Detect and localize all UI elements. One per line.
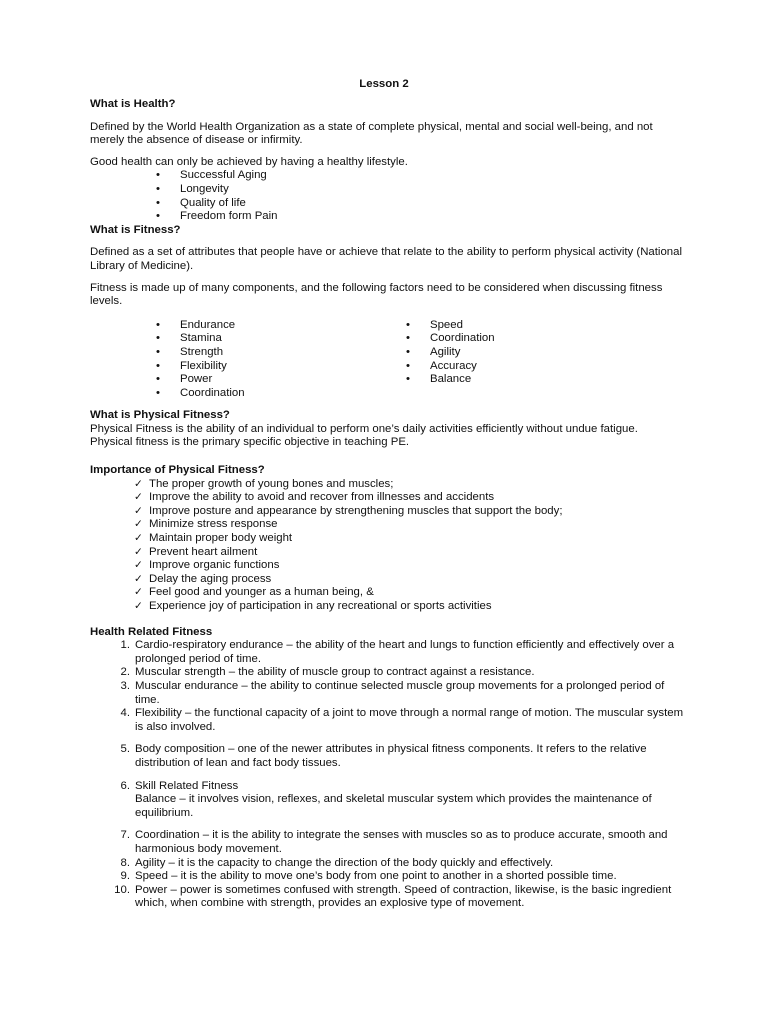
list-item: • Longevity — [156, 183, 690, 197]
list-item: ✓ Feel good and younger as a human being, & — [134, 586, 690, 600]
health-lifestyle-intro: Good health can only be achieved by having a healthy lifestyle. — [90, 155, 408, 168]
list-item: ✓ Delay the aging process — [134, 573, 690, 587]
lesson-title: Lesson 2 — [359, 78, 409, 90]
list-item: 3. Muscular endurance – the ability to continue selected muscle group movements for a prolonged period of time. — [120, 679, 665, 706]
list-item: ✓ Improve posture and appearance by strengthening muscles that support the body; — [134, 505, 690, 519]
list-item: ✓ Improve organic functions — [134, 559, 690, 573]
health-heading: What is Health? — [90, 98, 176, 110]
list-item: 8. Agility – it is the capacity to change the direction of the body quickly and effectively. — [120, 856, 554, 869]
health-related-heading: Health Related Fitness — [90, 625, 213, 638]
list-item: • Accuracy — [406, 360, 495, 374]
list-item: • Flexibility — [156, 360, 406, 374]
list-item: • Balance — [406, 373, 495, 387]
list-item: • Quality of life — [156, 197, 690, 211]
health-related-list — [90, 639, 690, 911]
list-item: ✓ Experience joy of participation in any recreational or sports activities — [134, 600, 690, 614]
list-item: • Endurance — [156, 319, 406, 333]
list-item: 10. Power – power is sometimes confused with strength. Speed of contraction, likewise, is the basic ingredient which, when combine with strength, provides an explosive type of movement. — [114, 883, 672, 910]
list-item: 4. Flexibility – the functional capacity of a joint to move through a normal range of motion. The muscular system is also involved. — [120, 707, 684, 733]
health-benefits-list — [90, 169, 690, 223]
list-item: 5. Body composition – one of the newer attributes in physical fitness components. It refers to the relative distribution of lean and fact body tissues. — [120, 743, 647, 769]
importance-list — [90, 478, 690, 614]
list-item: • Agility — [406, 346, 495, 360]
fitness-definition: Defined as a set of attributes that people have or achieve that relate to the ability to perform physical activity (National Library of Medicine). — [90, 246, 683, 272]
fitness-factors-right — [406, 319, 495, 401]
list-item: • Power — [156, 373, 406, 387]
physical-fitness-definition: Physical Fitness is the ability of an individual to perform one’s daily activities efficiently without undue fatigue. — [90, 422, 638, 435]
importance-heading: Importance of Physical Fitness? — [90, 464, 265, 477]
physical-fitness-heading: What is Physical Fitness? — [90, 409, 230, 422]
physical-fitness-objective: Physical fitness is the primary specific objective in teaching PE. — [90, 436, 410, 449]
fitness-factors-left — [90, 319, 406, 401]
list-item: • Freedom form Pain — [156, 210, 690, 224]
fitness-components-intro: Fitness is made up of many components, and the following factors need to be considered when discussing fitness levels. — [90, 281, 663, 308]
fitness-heading: What is Fitness? — [90, 223, 181, 236]
fitness-factors — [90, 319, 690, 401]
list-item: • Speed — [406, 319, 495, 333]
list-item: • Strength — [156, 346, 406, 360]
list-item: ✓ The proper growth of young bones and muscles; — [134, 478, 690, 492]
list-item: • Successful Aging — [156, 169, 690, 183]
list-item-sub: Balance – it involves vision, reflexes, and skeletal muscular system which provides the maintenance of equilibrium. — [135, 793, 652, 819]
list-item: • Coordination — [156, 387, 406, 401]
list-item: 7. Coordination – it is the ability to integrate the senses with muscles so as to produce accurate, smooth and harmonious body movement. — [120, 829, 668, 855]
document-body — [90, 98, 690, 911]
list-item: ✓ Maintain proper body weight — [134, 532, 690, 546]
list-item: ✓ Prevent heart ailment — [134, 546, 690, 560]
list-item: 6. Skill Related Fitness Balance – it involves vision, reflexes, and skeletal muscular system which provides the maintenance of equilibrium. — [120, 779, 652, 819]
list-item: ✓ Improve the ability to avoid and recover from illnesses and accidents — [134, 491, 690, 505]
list-item: • Coordination — [406, 332, 495, 346]
health-definition: Defined by the World Health Organization as a state of complete physical, mental and social well-being, and not merely the absence of disease or infirmity. — [90, 120, 653, 147]
list-item: 9. Speed – it is the ability to move one’s body from one point to another in a shorted possible time. — [120, 870, 617, 883]
list-item: 1. Cardio-respiratory endurance – the ability of the heart and lungs to function efficiently and effectively over a prolonged period of time. — [120, 639, 675, 665]
list-item: 2. Muscular strength – the ability of muscle group to contract against a resistance. — [120, 666, 535, 679]
list-item: ✓ Minimize stress response — [134, 518, 690, 532]
list-item: • Stamina — [156, 332, 406, 346]
